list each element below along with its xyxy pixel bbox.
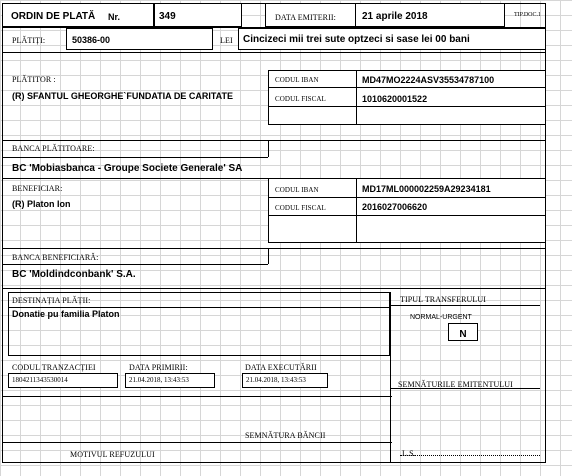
purpose-box (8, 292, 390, 356)
purpose-text: Donatie pu familia Platon (12, 309, 120, 319)
amount-label: PLĂTIȚI: (12, 36, 46, 45)
bank-signature-label: SEMNĂTURA BĂNCII (245, 431, 326, 440)
title-box (2, 3, 154, 27)
beneficiary-codes-box (268, 178, 546, 243)
transfer-value-box (448, 323, 478, 341)
beneficiary-name: (R) Platon Ion (12, 199, 71, 209)
beneficiary-fiscal-label: CODUL FISCAL (275, 204, 326, 212)
doc-title: ORDIN DE PLATĂ (11, 11, 96, 22)
date-label: DATA EMITERII: (275, 13, 336, 22)
payer-name: (R) SFANTUL GHEORGHE`FUNDATIA DE CARITATE (12, 91, 233, 101)
doc-type: TIP.DOC.1 (514, 12, 542, 18)
nr-label: Nr. (108, 12, 121, 22)
executed-box (242, 373, 328, 388)
transfer-type-label: TIPUL TRANSFERULUI (400, 295, 487, 304)
amount-box (66, 28, 213, 50)
issuer-signatures-label: SEMNĂTURILE EMITENTULUI (398, 380, 513, 389)
payer-bank-name: BC 'Mobiasbanca - Groupe Societe Generale' SA (12, 163, 243, 174)
payer-iban-label: CODUL IBAN (275, 76, 319, 84)
transaction-code-box (8, 373, 118, 388)
amount-value: 50386-00 (72, 35, 111, 45)
date-box (265, 3, 505, 27)
payer-iban: MD47MO2224ASV35534787100 (362, 75, 495, 85)
transfer-mode: NORMAL-URGENT (410, 314, 472, 321)
transaction-code: 1804211343530014 (12, 376, 68, 384)
transaction-code-label: CODUL TRANZACȚIEI (12, 363, 96, 372)
beneficiary-bank-name: BC 'Moldindconbank' S.A. (12, 269, 136, 280)
payer-codes-box (268, 70, 546, 125)
payer-fiscal: 1010620001522 (362, 94, 428, 104)
beneficiary-label: BENEFICIAR: (12, 184, 63, 193)
received-box (125, 373, 215, 388)
payer-fiscal-label: CODUL FISCAL (275, 95, 326, 103)
amount-words: Cincizeci mii trei sute optzeci si sase lei 00 bani (243, 34, 470, 45)
order-number: 349 (159, 11, 176, 22)
transfer-value: N (459, 329, 467, 340)
beneficiary-bank-label: BANCA BENEFICIARĂ: (12, 253, 99, 262)
payer-label: PLĂTITOR : (12, 75, 56, 84)
emission-date: 21 aprile 2018 (362, 11, 428, 22)
nr-box (154, 3, 242, 27)
executed-label: DATA EXECUTĂRII (245, 363, 317, 372)
beneficiary-iban-label: CODUL IBAN (275, 186, 319, 194)
executed-date: 21.04.2018, 13:43:53 (246, 376, 306, 384)
amount-words-box (238, 28, 546, 50)
payer-bank-label: BANCA PLĂTITOARE: (12, 144, 95, 153)
beneficiary-iban: MD17ML000002259A29234181 (362, 184, 491, 194)
received-label: DATA PRIMIRII: (129, 363, 188, 372)
purpose-label: DESTINAȚIA PLĂȚII: (12, 296, 91, 305)
received-date: 21.04.2018, 13:43:53 (129, 376, 189, 384)
refusal-reason-label: MOTIVUL REFUZULUI (70, 450, 155, 459)
ls-label: L.S. (402, 449, 416, 458)
beneficiary-fiscal: 2016027006620 (362, 202, 428, 212)
currency-label: LEI (220, 36, 233, 45)
